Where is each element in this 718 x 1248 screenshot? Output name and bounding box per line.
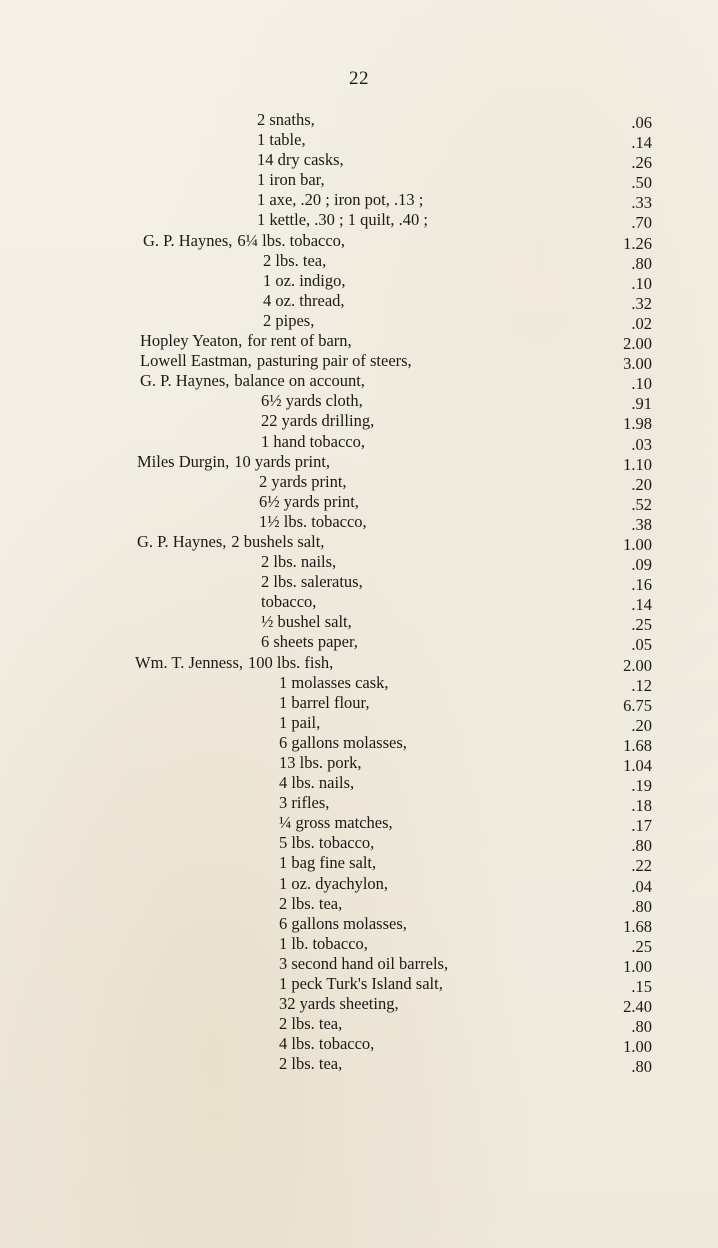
entry-amount: .17: [631, 816, 652, 836]
entry-amount: .03: [631, 434, 652, 454]
ledger-row: [0, 251, 718, 271]
entry-description: [257, 130, 306, 150]
ledger-row: [0, 492, 718, 512]
entry-description: [263, 271, 346, 291]
ledger-row: [0, 411, 718, 434]
ledger-row: [0, 994, 718, 1017]
entry-item: 1 oz. indigo,: [263, 270, 346, 290]
entry-amount: .16: [631, 575, 652, 595]
ledger-row: [0, 532, 718, 552]
entry-amount: .14: [631, 133, 652, 153]
ledger-entries: [0, 110, 718, 1075]
entry-description: [279, 934, 368, 954]
entry-description: [261, 432, 365, 452]
entry-item: 5 lbs. tobacco,: [279, 833, 375, 853]
ledger-row: [0, 1054, 718, 1077]
entry-description: [279, 894, 342, 914]
entry-description: [137, 532, 324, 552]
entry-amount: 1.00: [623, 1037, 652, 1057]
ledger-row: [0, 894, 718, 914]
entry-item: 2 bushels salt,: [231, 531, 325, 551]
entry-description: [261, 552, 336, 572]
ledger-row: [0, 632, 718, 655]
ledger-row: [0, 452, 718, 472]
ledger-row: [0, 351, 718, 374]
entry-item: 100 lbs. fish,: [248, 652, 334, 672]
entry-amount: .80: [631, 253, 652, 273]
entry-amount: 1.98: [623, 414, 652, 434]
entry-description: [140, 331, 352, 351]
entry-description: [257, 190, 423, 210]
entry-item: 1 oz. dyachylon,: [279, 873, 389, 893]
entry-item: balance on account,: [234, 371, 365, 391]
entry-description: [279, 793, 329, 813]
entry-name: Lowell Eastman,: [140, 351, 252, 371]
entry-item: 6 gallons molasses,: [279, 732, 407, 752]
entry-item: 2 lbs. tea,: [263, 250, 327, 270]
ledger-row: [0, 150, 718, 173]
entry-amount: .91: [631, 394, 652, 414]
ledger-row: [0, 210, 718, 233]
entry-amount: 1.68: [623, 735, 652, 755]
ledger-row: [0, 552, 718, 575]
entry-item: 10 yards print,: [234, 451, 331, 471]
entry-item: ½ bushel salt,: [261, 612, 352, 632]
entry-item: 1 lb. tobacco,: [279, 933, 368, 953]
ledger-row: [0, 653, 718, 673]
ledger-row: [0, 853, 718, 876]
entry-item: 14 dry casks,: [257, 150, 344, 170]
ledger-row: [0, 1014, 718, 1037]
entry-amount: 2.40: [623, 997, 652, 1017]
entry-amount: 1.26: [623, 233, 652, 253]
ledger-row: [0, 813, 718, 836]
entry-amount: .20: [631, 474, 652, 494]
entry-description: [261, 632, 358, 652]
entry-description: [279, 833, 374, 853]
entry-amount: .25: [631, 615, 652, 635]
entry-description: [257, 110, 315, 130]
entry-description: [279, 994, 399, 1014]
ledger-row: [0, 773, 718, 796]
entry-item: 1 bag fine salt,: [279, 853, 377, 873]
ledger-row: [0, 512, 718, 532]
entry-item: 1 table,: [257, 130, 306, 150]
entry-amount: .50: [631, 173, 652, 193]
entry-amount: 1.00: [623, 534, 652, 554]
ledger-row: [0, 311, 718, 331]
entry-name: Wm. T. Jenness,: [135, 652, 243, 672]
entry-description: [257, 210, 428, 230]
entry-description: [261, 391, 363, 411]
entry-amount: .18: [631, 796, 652, 816]
entry-name: Hopley Yeaton,: [140, 331, 243, 351]
entry-description: [257, 150, 344, 170]
ledger-row: [0, 753, 718, 773]
entry-amount: 1.68: [623, 916, 652, 936]
entry-item: tobacco,: [261, 592, 317, 612]
entry-item: 1 peck Turk's Island salt,: [279, 974, 443, 994]
entry-amount: .38: [631, 514, 652, 534]
ledger-row: [0, 673, 718, 693]
entry-description: [279, 713, 320, 733]
entry-item: 4 oz. thread,: [263, 290, 345, 310]
entry-amount: .20: [631, 715, 652, 735]
ledger-row: [0, 874, 718, 894]
entry-description: [279, 733, 407, 753]
ledger-row: [0, 793, 718, 816]
entry-item: 4 lbs. nails,: [279, 773, 355, 793]
entry-item: 2 snaths,: [257, 110, 315, 129]
ledger-row: [0, 572, 718, 595]
ledger-row: [0, 934, 718, 954]
ledger-row: [0, 713, 718, 733]
entry-amount: 2.00: [623, 334, 652, 354]
ledger-row: [0, 432, 718, 452]
entry-item: 4 lbs. tobacco,: [279, 1034, 375, 1054]
entry-description: [259, 492, 359, 512]
entry-item: for rent of barn,: [247, 331, 352, 351]
entry-amount: .70: [631, 213, 652, 233]
entry-item: ¼ gross matches,: [279, 813, 393, 833]
entry-amount: .25: [631, 936, 652, 956]
ledger-row: [0, 271, 718, 291]
entry-item: 1 axe, .20 ; iron pot, .13 ;: [257, 190, 424, 210]
entry-item: 1½ lbs. tobacco,: [259, 511, 367, 531]
entry-description: [261, 572, 363, 592]
entry-item: 2 yards print,: [259, 471, 347, 491]
ledger-row: [0, 693, 718, 713]
entry-description: [279, 693, 370, 713]
ledger-row: [0, 110, 718, 130]
entry-item: 2 pipes,: [263, 310, 315, 330]
entry-amount: .02: [631, 313, 652, 333]
entry-item: 2 lbs. saleratus,: [261, 572, 363, 592]
entry-name: G. P. Haynes,: [137, 531, 227, 551]
entry-description: [259, 512, 367, 532]
ledger-row: [0, 833, 718, 856]
entry-description: [257, 170, 325, 190]
ledger-row: [0, 170, 718, 193]
entry-amount: 1.00: [623, 956, 652, 976]
entry-amount: .52: [631, 494, 652, 514]
entry-item: 3 second hand oil barrels,: [279, 953, 449, 973]
entry-amount: .14: [631, 595, 652, 615]
page-number: 22: [349, 68, 369, 89]
ledger-row: [0, 954, 718, 974]
entry-item: 13 lbs. pork,: [279, 753, 362, 772]
entry-description: [279, 853, 376, 873]
entry-item: pasturing pair of steers,: [256, 351, 412, 371]
entry-amount: .80: [631, 1057, 652, 1077]
entry-amount: 3.00: [623, 354, 652, 374]
entry-description: [279, 974, 443, 994]
entry-description: [135, 653, 333, 673]
entry-description: [279, 813, 393, 833]
ledger-row: [0, 733, 718, 753]
entry-item: 1 pail,: [279, 712, 321, 732]
entry-item: 1 kettle, .30 ; 1 quilt, .40 ;: [257, 210, 428, 230]
ledger-row: [0, 914, 718, 934]
entry-description: [261, 411, 374, 431]
entry-description: [279, 914, 407, 934]
entry-description: [263, 291, 345, 311]
ledger-row: [0, 612, 718, 635]
ledger-row: [0, 291, 718, 311]
entry-amount: .80: [631, 1017, 652, 1037]
entry-description: [140, 351, 412, 371]
entry-description: [279, 954, 448, 974]
ledger-row: [0, 1034, 718, 1057]
entry-item: 1 barrel flour,: [279, 692, 370, 712]
entry-item: 3 rifles,: [279, 793, 330, 813]
entry-description: [279, 673, 389, 693]
ledger-row: [0, 371, 718, 394]
entry-amount: .33: [631, 193, 652, 213]
entry-item: 6½ yards print,: [259, 491, 359, 511]
ledger-row: [0, 190, 718, 213]
entry-amount: 1.04: [623, 756, 652, 775]
entry-description: [263, 251, 326, 271]
entry-amount: .15: [631, 977, 652, 997]
entry-item: 2 lbs. tea,: [279, 893, 343, 913]
entry-description: [263, 311, 314, 331]
ledger-row: [0, 331, 718, 354]
entry-description: [261, 592, 316, 612]
entry-description: [279, 874, 388, 894]
entry-amount: .80: [631, 836, 652, 856]
entry-name: G. P. Haynes,: [140, 371, 230, 391]
entry-description: [261, 612, 352, 632]
entry-item: 2 lbs. tea,: [279, 1054, 343, 1074]
entry-description: [279, 1054, 342, 1074]
entry-item: 2 lbs. nails,: [261, 552, 337, 572]
entry-description: [279, 773, 354, 793]
entry-description: [137, 452, 330, 472]
entry-amount: .22: [631, 856, 652, 876]
entry-item: 6 sheets paper,: [261, 632, 358, 652]
ledger-row: [0, 231, 718, 251]
entry-amount: .04: [631, 876, 652, 896]
entry-amount: 1.10: [623, 454, 652, 474]
entry-item: 1 hand tobacco,: [261, 431, 366, 451]
entry-item: 22 yards drilling,: [261, 411, 375, 431]
ledger-row: [0, 130, 718, 153]
ledger-row: [0, 391, 718, 414]
ledger-row: [0, 974, 718, 997]
entry-amount: .05: [631, 635, 652, 655]
entry-description: [279, 753, 362, 773]
entry-description: [140, 371, 365, 391]
entry-item: 32 yards sheeting,: [279, 994, 399, 1014]
entry-amount: 6.75: [623, 695, 652, 715]
entry-description: [259, 472, 347, 492]
entry-item: 6 gallons molasses,: [279, 913, 407, 933]
entry-amount: .32: [631, 293, 652, 313]
entry-amount: .09: [631, 555, 652, 575]
entry-amount: 2.00: [623, 655, 652, 675]
entry-amount: .06: [631, 113, 652, 132]
ledger-row: [0, 472, 718, 492]
entry-item: 6½ yards cloth,: [261, 391, 363, 411]
entry-amount: .80: [631, 896, 652, 916]
entry-amount: .10: [631, 273, 652, 293]
entry-item: 2 lbs. tea,: [279, 1014, 343, 1034]
ledger-row: [0, 592, 718, 615]
entry-item: 6¼ lbs. tobacco,: [237, 230, 346, 250]
entry-item: 1 iron bar,: [257, 170, 325, 190]
entry-description: [279, 1014, 342, 1034]
entry-amount: .26: [631, 153, 652, 173]
entry-name: Miles Durgin,: [137, 451, 230, 471]
entry-amount: .19: [631, 776, 652, 796]
entry-amount: .10: [631, 374, 652, 394]
entry-amount: .12: [631, 675, 652, 695]
entry-name: G. P. Haynes,: [143, 230, 233, 250]
entry-item: 1 molasses cask,: [279, 672, 389, 692]
entry-description: [143, 231, 345, 251]
entry-description: [279, 1034, 374, 1054]
